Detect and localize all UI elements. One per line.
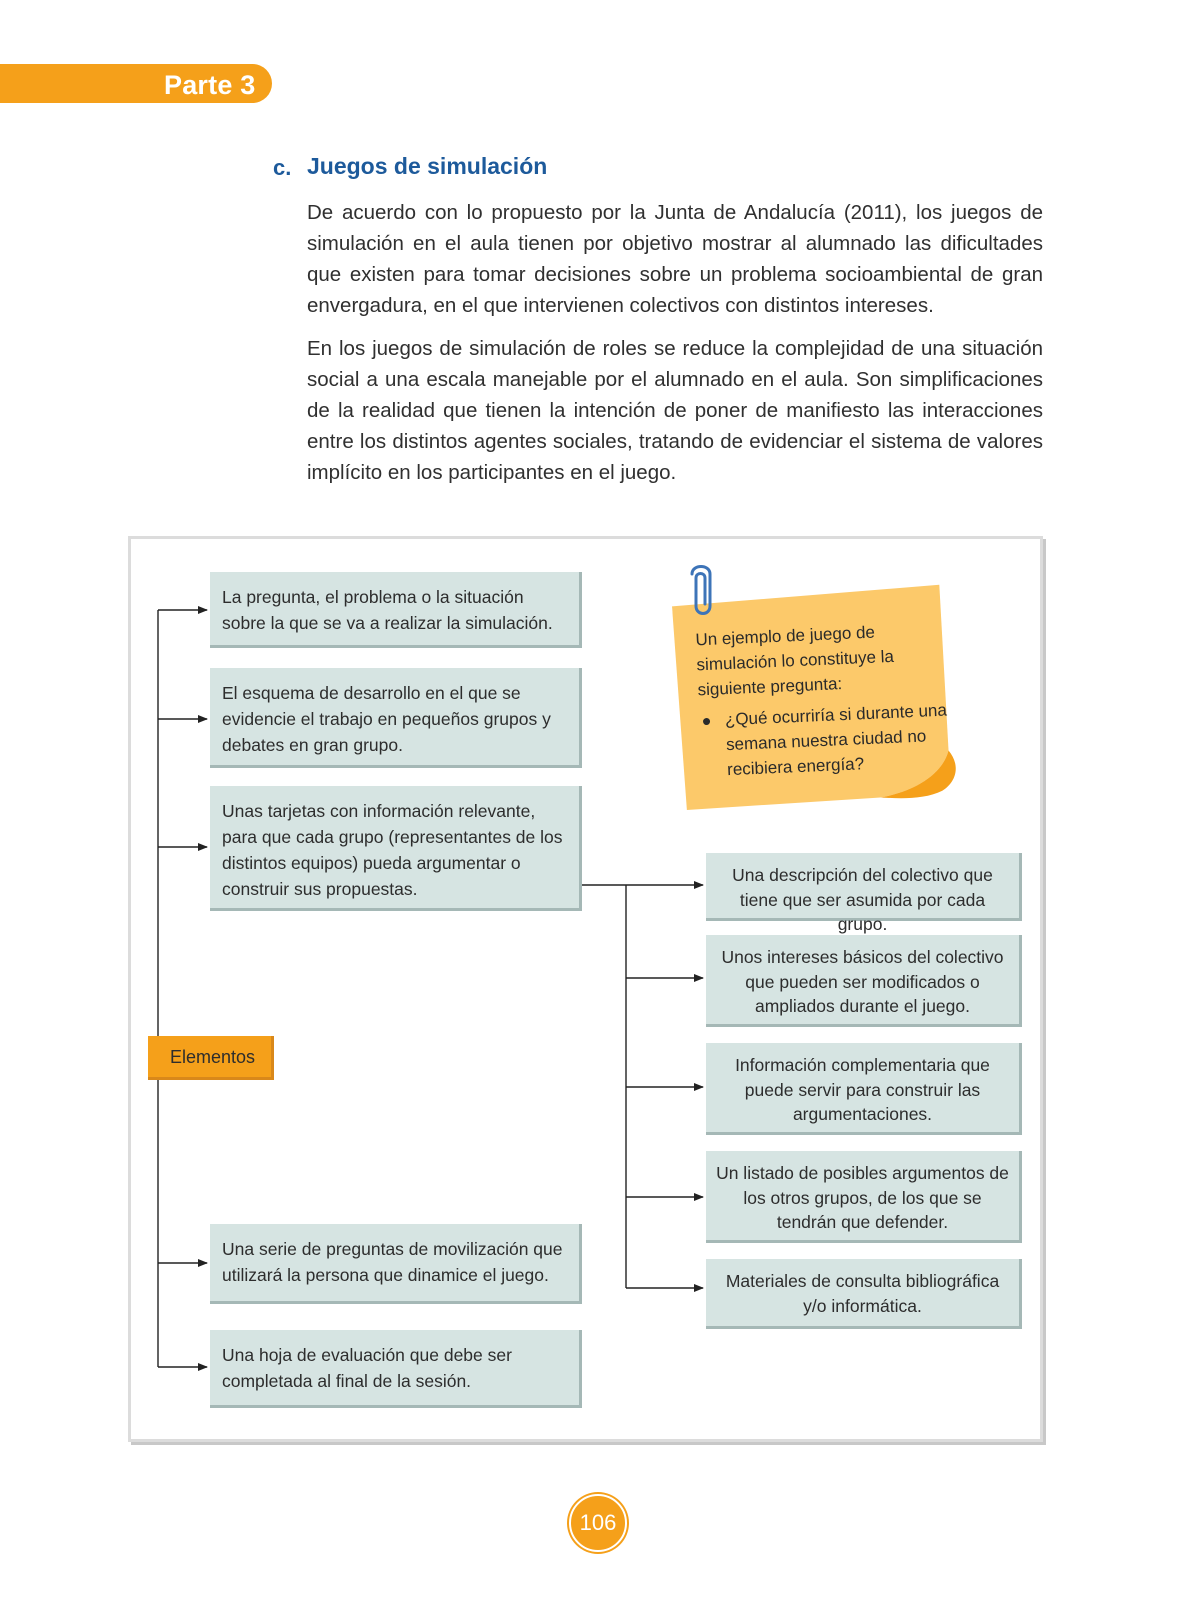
left-box-4: Una serie de preguntas de movilización que utilizará la persona que dinamice el juego.: [210, 1224, 582, 1304]
paragraph-2: En los juegos de simulación de roles se reduce la complejidad de una situación social a una escala manejable por el alumnado en el aula. Son simplificaciones de la realidad que tienen la intención de poner de manifiesto las interacciones entre los distintos agentes sociales, tratando de evidenciar el sistema de valores implícito en los participantes en el juego.: [307, 337, 1043, 484]
left-box-5: Una hoja de evaluación que debe ser completada al final de la sesión.: [210, 1330, 582, 1408]
root-node-elementos: Elementos: [148, 1036, 274, 1080]
note-bullet: ¿Qué ocurriría si durante una semana nuestra ciudad no recibiera energía?: [698, 697, 951, 783]
right-box-1: Una descripción del colectivo que tiene que ser asumida por cada grupo.: [706, 853, 1022, 921]
section-letter: c.: [273, 155, 292, 180]
right-box-5: Materiales de consulta bibliográfica y/o informática.: [706, 1259, 1022, 1329]
page-number: 106: [569, 1494, 627, 1552]
sticky-note-text: [695, 617, 952, 784]
note-intro: Un ejemplo de juego de simulación lo constituye la siguiente pregunta:: [695, 622, 895, 700]
right-box-2: Unos intereses básicos del colectivo que pueden ser modificados o ampliados durante el juego.: [706, 935, 1022, 1027]
section-title: Juegos de simulación: [307, 153, 548, 179]
left-box-3: Unas tarjetas con información relevante, para que cada grupo (representantes de los distintos equipos) pueda argumentar o construir sus propuestas.: [210, 786, 582, 911]
part-label: Parte 3: [164, 70, 256, 100]
right-box-4: Un listado de posibles argumentos de los otros grupos, de los que se tendrán que defender.: [706, 1151, 1022, 1243]
left-box-1: La pregunta, el problema o la situación sobre la que se va a realizar la simulación.: [210, 572, 582, 648]
left-box-2: El esquema de desarrollo en el que se evidencie el trabajo en pequeños grupos y debates en gran grupo.: [210, 668, 582, 768]
right-box-3: Información complementaria que puede servir para construir las argumentaciones.: [706, 1043, 1022, 1135]
paragraph-1: De acuerdo con lo propuesto por la Junta de Andalucía (2011), los juegos de simulación en el aula tienen por objetivo mostrar al alumnado las dificultades que existen para tomar decisiones sobre un problema socioambiental de gran envergadura, en el que intervienen colectivos con distintos intereses.: [307, 201, 1043, 317]
paperclip-icon: [684, 560, 720, 624]
